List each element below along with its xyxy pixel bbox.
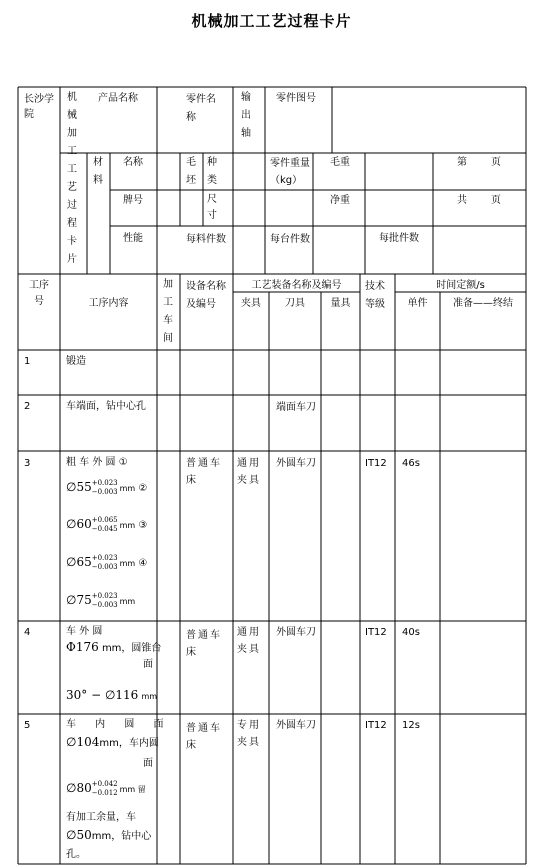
col-equipment: 设备名称及编号 (186, 281, 226, 310)
page-title: 机械加工工艺过程卡片 (191, 12, 352, 30)
row5-line2: ∅104mm，车内圆 (66, 735, 159, 749)
col-unit-time: 单件 (407, 298, 428, 309)
row5-line2-end: 面 (143, 758, 153, 769)
total-pages-prefix: 共 (457, 195, 467, 206)
row3-equipment: 普通车床 (186, 458, 222, 486)
col-step-content: 工序内容 (88, 298, 129, 309)
row4-no: 4 (24, 627, 31, 638)
col-workshop: 加工车间 (163, 279, 173, 344)
blank-kind-label: 种类 (207, 157, 217, 186)
row3-fixture: 通用夹具 (237, 458, 261, 486)
row2-no: 2 (24, 401, 31, 412)
row5-fixture: 专用夹具 (237, 720, 261, 748)
row5-line6: 孔。 (66, 849, 86, 860)
row4-line2: Φ176 mm，圆锥台 (66, 640, 162, 654)
col-step-no: 工序号 (29, 280, 49, 307)
row3-dim-4: ∅75+0.023 −0.003 mm (66, 592, 136, 609)
col-fixture: 夹具 (241, 298, 261, 309)
col-prep-time: 准备——终结 (453, 298, 513, 309)
part-name-label: 零件名称 (186, 94, 216, 123)
part-weight-label: 零件重量（kg） (270, 158, 310, 186)
col-cutter: 刀具 (285, 298, 305, 309)
page-number-prefix: 第 (457, 157, 467, 168)
col-skill: 技术等级 (365, 281, 385, 310)
row4-line1: 车 外 圆 (66, 626, 103, 637)
per-batch-label: 每批件数 (379, 233, 419, 244)
row4-skill: IT12 (365, 627, 387, 638)
brand-label: 牌号 (123, 195, 143, 206)
row3-cutter: 外圆车刀 (276, 458, 316, 469)
blank-size-label: 尺寸 (207, 194, 217, 221)
row4-equipment: 普通车床 (186, 630, 222, 658)
col-time-group: 时间定额/s (436, 280, 485, 291)
per-material-label: 每料件数 (186, 234, 226, 245)
material-label: 材料 (93, 157, 103, 186)
col-gauge: 量具 (330, 298, 351, 309)
page-number-suffix: 页 (491, 157, 501, 168)
row4-unit-time: 40s (402, 627, 420, 638)
row5-skill: IT12 (365, 720, 387, 731)
total-pages-suffix: 页 (491, 195, 501, 206)
gross-weight-label: 毛重 (330, 157, 350, 168)
row1-content: 锻造 (66, 356, 86, 367)
row3-dim-1: ∅55+0.023 −0.003 mm ② (66, 479, 148, 496)
row3-unit-time: 46s (402, 458, 420, 469)
row5-unit-time: 12s (402, 720, 420, 731)
material-name-label: 名称 (123, 157, 143, 168)
row3-no: 3 (24, 458, 31, 469)
per-machine-label: 每台件数 (270, 234, 310, 245)
row4-fixture: 通用夹具 (237, 627, 261, 655)
row4-line2-end: 面 (143, 659, 153, 670)
net-weight-label: 净重 (330, 195, 350, 206)
row5-dim: ∅80+0.042 −0.012 mm 留 (66, 780, 146, 797)
row1-no: 1 (24, 356, 31, 367)
part-drawing-label: 零件图号 (276, 93, 316, 104)
row5-line5: ∅50mm，钻中心 (66, 828, 152, 842)
card-type-label: 机械加工工艺过程卡片 (67, 92, 77, 265)
product-name-label: 产品名称 (98, 93, 138, 104)
row5-line4: 有加工余量，车 (66, 812, 136, 823)
row3-dim-3: ∅65+0.023 −0.003 mm ④ (66, 554, 148, 571)
row5-cutter: 外圆车刀 (276, 720, 316, 731)
part-name-value: 输出轴 (241, 92, 251, 139)
performance-label: 性能 (123, 233, 143, 244)
row2-content: 车端面，钻中心孔 (66, 401, 146, 412)
row3-content-intro: 粗 车 外 圆 ① (66, 457, 128, 468)
row4-line3: 30° − ∅116 mm (66, 688, 158, 702)
row3-skill: IT12 (365, 458, 387, 469)
row2-cutter: 端面车刀 (276, 402, 316, 413)
school-name: 长沙学院 (24, 94, 54, 120)
blank-label: 毛坯 (186, 157, 196, 186)
row5-line1: 车 内 圆 面 (66, 719, 172, 730)
row3-dim-2: ∅60+0.065 −0.045 mm ③ (66, 516, 148, 533)
row5-no: 5 (24, 720, 31, 731)
col-tooling-group: 工艺装备名称及编号 (251, 280, 342, 291)
row5-equipment: 普通车床 (186, 723, 222, 751)
row4-cutter: 外圆车刀 (276, 627, 316, 638)
